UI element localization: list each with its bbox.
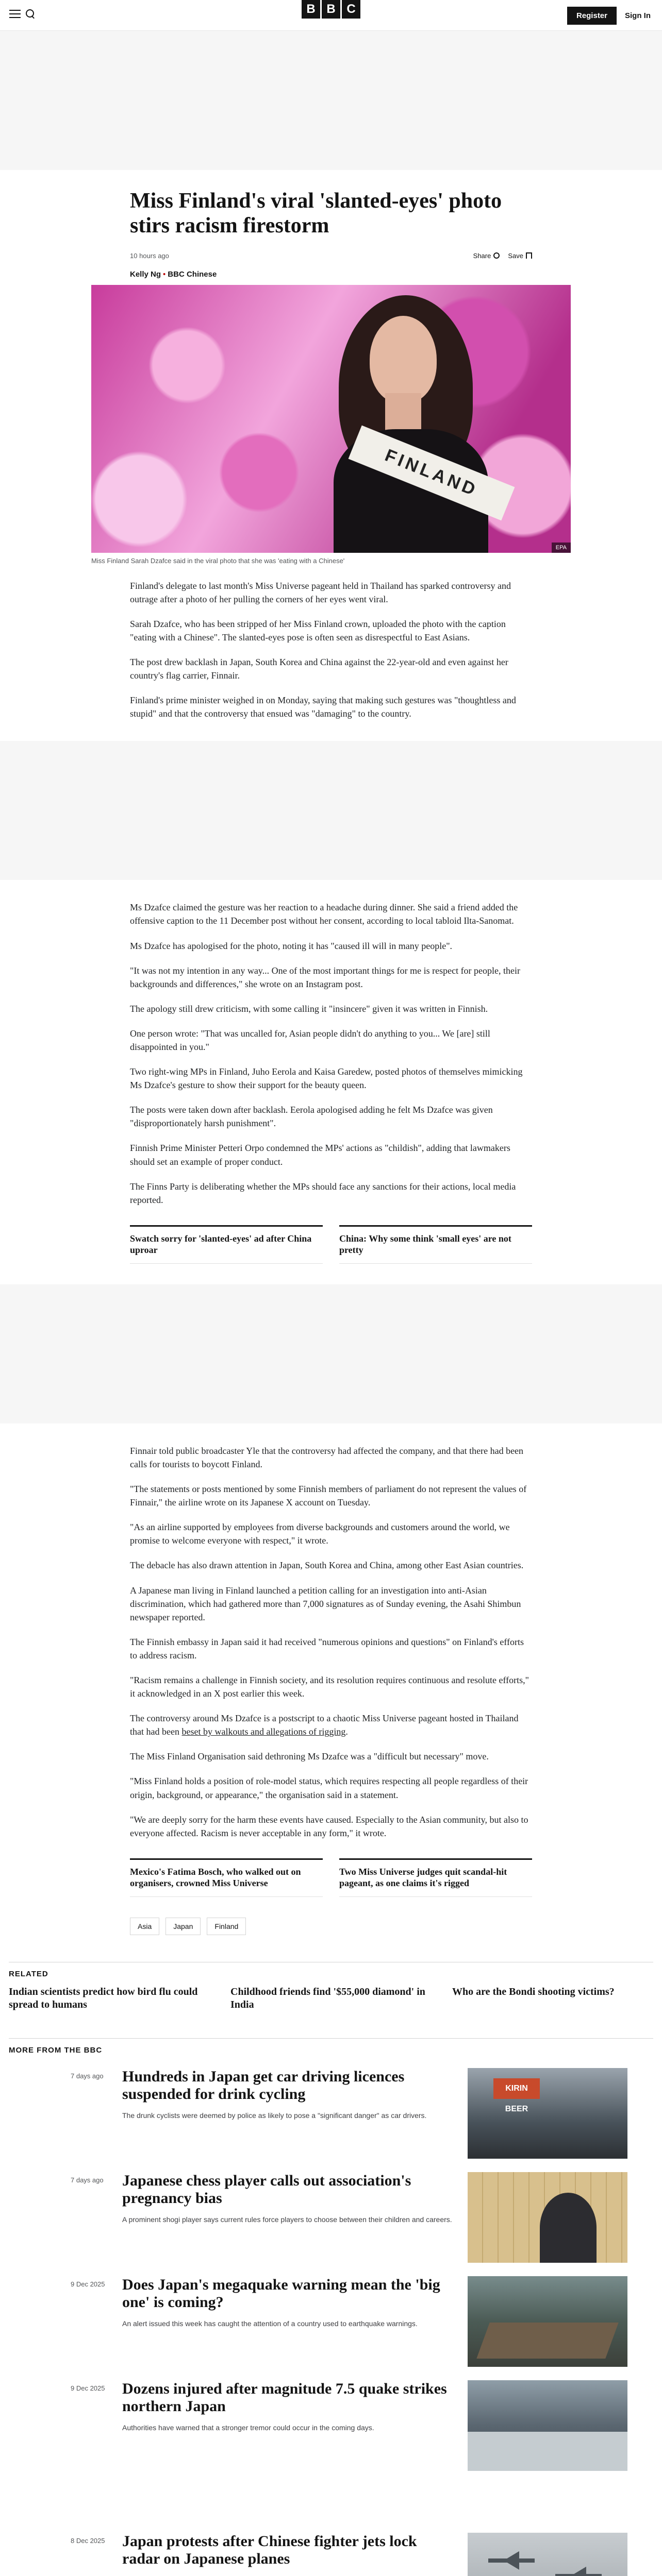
hero-sash: FINLAND bbox=[349, 425, 515, 520]
article-paragraph: Finnish Prime Minister Petteri Orpo condemned the MPs' actions as "childish", adding that lawmakers should set an example of proper conduct. bbox=[130, 1143, 510, 1167]
article-paragraph: Finland's delegate to last month's Miss Universe pageant held in Thailand has sparked controversy and outrage after a photo of her pulling the corners of her eyes went viral. bbox=[130, 580, 511, 604]
article-paragraph: Ms Dzafce has apologised for the photo, noting it has "caused ill will in many people". bbox=[130, 940, 453, 951]
more-item-text bbox=[122, 2380, 468, 2471]
more-item-date: 7 days ago bbox=[71, 2176, 104, 2184]
article-body-b bbox=[130, 901, 532, 1264]
inline-related-link[interactable]: China: Why some think 'small eyes' are not pretty bbox=[339, 1225, 532, 1264]
related-item[interactable]: Childhood friends find '$55,000 diamond' in India bbox=[230, 1986, 425, 2010]
jet-shape bbox=[488, 2558, 535, 2563]
more-item-desc: A prominent shogi player says current rules force players to choose between their children and careers. bbox=[122, 2215, 452, 2224]
article-actions bbox=[473, 252, 532, 260]
article-paragraph: Ms Dzafce claimed the gesture was her reaction to a headache during dinner. She said a friend added the offensive caption to the 11 December post without her consent, according to local tabloid Ilta-Sanomat. bbox=[130, 902, 518, 926]
shop-sign: KIRIN BEER bbox=[493, 2078, 540, 2099]
save-button[interactable] bbox=[508, 252, 532, 260]
article-paragraph: "As an airline supported by employees from diverse backgrounds and customers around the world, we promise to welcome everyone with respect," it wrote. bbox=[130, 1522, 510, 1546]
more-item-image[interactable] bbox=[468, 2068, 627, 2159]
header-left-tools bbox=[9, 9, 35, 19]
search-icon[interactable] bbox=[26, 9, 35, 19]
debris-shape bbox=[476, 2323, 618, 2359]
article-paragraph: The Miss Finland Organisation said dethroning Ms Dzafce was a "difficult but necessary" move. bbox=[130, 1751, 489, 1762]
more-item-text bbox=[122, 2068, 468, 2159]
inline-related-link[interactable]: Mexico's Fatima Bosch, who walked out on organisers, crowned Miss Universe bbox=[130, 1858, 323, 1897]
more-item-title[interactable]: Japanese chess player calls out association's pregnancy bias bbox=[122, 2172, 411, 2207]
article-paragraph: "It was not my intention in any way... One of the most important things for me is respect for people, their backgrounds and differences," she wrote on an Instagram post. bbox=[130, 965, 521, 989]
more-item-image[interactable] bbox=[468, 2172, 627, 2263]
person-shape bbox=[540, 2193, 597, 2263]
article-paragraph: The post drew backlash in Japan, South Korea and China against the 22-year-old and even against her country's flag carrier, Finnair. bbox=[130, 656, 508, 681]
more-item-date: 7 days ago bbox=[71, 2072, 104, 2080]
inline-related-links bbox=[130, 1858, 532, 1897]
article-body-a bbox=[130, 579, 532, 721]
article-paragraph: Two right-wing MPs in Finland, Juho Eerola and Kaisa Garedew, posted photos of themselves mimicking Ms Dzafce's gesture to show their support for the beauty queen. bbox=[130, 1066, 523, 1091]
inline-related-links bbox=[130, 1225, 532, 1264]
article-paragraph: A Japanese man living in Finland launched a petition calling for an investigation into anti-Asian discrimination, which had gathered more than 7,000 signatures as of Sunday evening, the Asahi Shimbun newspaper reported. bbox=[130, 1585, 521, 1622]
article-paragraph: The posts were taken down after backlash. Eerola apologised adding he felt Ms Dzafce was given "disproportionately harsh punishment". bbox=[130, 1105, 493, 1129]
site-header bbox=[0, 0, 662, 31]
more-item-title[interactable]: Japan protests after Chinese fighter jets lock radar on Japanese planes bbox=[122, 2532, 417, 2568]
article-paragraph: "Racism remains a challenge in Finnish society, and its resolution requires continuous and resolute efforts," it acknowledged in an X post earlier this week. bbox=[130, 1674, 529, 1699]
more-item-desc: An alert issued this week has caught the attention of a country used to earthquake warnings. bbox=[122, 2319, 418, 2328]
bookmark-icon bbox=[526, 252, 532, 259]
more-item-date: 8 Dec 2025 bbox=[71, 2536, 105, 2545]
image-credit: EPA bbox=[552, 543, 571, 553]
logo-letter: C bbox=[342, 0, 360, 19]
register-button[interactable]: Register bbox=[567, 7, 617, 25]
more-item[interactable] bbox=[71, 2068, 627, 2159]
jet-shape bbox=[555, 2574, 602, 2576]
header-account bbox=[567, 7, 651, 25]
article-meta bbox=[130, 252, 532, 260]
paragraph-text: The controversy around Ms Dzafce is a postscript to a chaotic Miss Universe pageant hosted in Thailand that had been bbox=[130, 1713, 519, 1737]
paragraph-text: . bbox=[345, 1726, 348, 1737]
article-paragraph: One person wrote: "That was uncalled for, Asian people didn't do anything to you... We [are] still disappointed in you." bbox=[130, 1028, 490, 1052]
more-item-image[interactable] bbox=[468, 2380, 627, 2471]
save-label: Save bbox=[508, 251, 523, 260]
share-button[interactable] bbox=[473, 252, 500, 260]
hero-face-shape bbox=[370, 316, 437, 403]
more-item-image[interactable] bbox=[468, 2276, 627, 2367]
more-from-bbc-section bbox=[9, 2038, 653, 2576]
more-item-desc: The drunk cyclists were deemed by police as likely to pose a "significant danger" as car drivers. bbox=[122, 2111, 427, 2120]
more-item-date: 9 Dec 2025 bbox=[71, 2384, 105, 2392]
topic-tag[interactable]: Japan bbox=[166, 1918, 201, 1935]
more-list bbox=[71, 2068, 627, 2576]
byline-separator-icon: • bbox=[163, 269, 166, 279]
article-paragraph: Finnair told public broadcaster Yle that the controversy had affected the company, and that there had been calls for tourists to boycott Finland. bbox=[130, 1445, 524, 1469]
share-label: Share bbox=[473, 251, 491, 260]
signin-button[interactable]: Sign In bbox=[625, 11, 651, 20]
more-item[interactable] bbox=[71, 2533, 627, 2576]
logo-letter: B bbox=[322, 0, 340, 19]
image-caption: Miss Finland Sarah Dzafce said in the viral photo that she was 'eating with a Chinese' bbox=[91, 556, 345, 565]
article-paragraph-with-link bbox=[130, 1711, 532, 1738]
topic-tag[interactable]: Asia bbox=[130, 1918, 159, 1935]
byline bbox=[130, 270, 532, 279]
walkouts-link[interactable]: beset by walkouts and allegations of rigging bbox=[181, 1726, 346, 1737]
more-item-text bbox=[122, 2172, 468, 2263]
article-paragraph: The apology still drew criticism, with some calling it "insincere" given it was written in Finnish. bbox=[130, 1003, 488, 1014]
article-timestamp: 10 hours ago bbox=[130, 251, 169, 260]
article bbox=[0, 189, 662, 1935]
more-item-date: 9 Dec 2025 bbox=[71, 2280, 105, 2288]
article-paragraph: "We are deeply sorry for the harm these events have caused. Especially to the Asian community, but also to everyone affected. Racism is never acceptable in any form," it wrote. bbox=[130, 1814, 528, 1838]
more-item[interactable] bbox=[71, 2172, 627, 2263]
logo-letter: B bbox=[302, 0, 320, 19]
more-item-title[interactable]: Dozens injured after magnitude 7.5 quake strikes northern Japan bbox=[122, 2380, 447, 2415]
ad-slot-mid-1 bbox=[0, 741, 662, 880]
more-item-title[interactable]: Does Japan's megaquake warning mean the 'big one' is coming? bbox=[122, 2276, 440, 2311]
article-paragraph: "The statements or posts mentioned by some Finnish members of parliament do not represent the values of Finnair," the airline wrote on its Japanese X account on Tuesday. bbox=[130, 1484, 527, 1508]
inline-related-link[interactable]: Swatch sorry for 'slanted-eyes' ad after China uproar bbox=[130, 1225, 323, 1264]
topic-tags bbox=[130, 1918, 532, 1935]
author-name: Kelly Ng bbox=[130, 269, 161, 279]
related-item[interactable]: Who are the Bondi shooting victims? bbox=[452, 1986, 615, 1997]
article-paragraph: The Finns Party is deliberating whether the MPs should face any sanctions for their actions, local media reported. bbox=[130, 1181, 516, 1205]
more-item[interactable] bbox=[71, 2276, 627, 2367]
ad-slot-top bbox=[0, 31, 662, 170]
inline-related-link[interactable]: Two Miss Universe judges quit scandal-hit pageant, as one claims it's rigged bbox=[339, 1858, 532, 1897]
hero-image bbox=[91, 285, 571, 553]
menu-icon[interactable] bbox=[9, 10, 21, 18]
water-shape bbox=[468, 2432, 627, 2471]
bbc-logo[interactable] bbox=[302, 0, 360, 19]
article-paragraph: The debacle has also drawn attention in Japan, South Korea and China, among other East Asian countries. bbox=[130, 1560, 524, 1571]
more-item-text bbox=[122, 2276, 468, 2367]
related-title: RELATED bbox=[9, 1962, 653, 1978]
more-item-title[interactable]: Hundreds in Japan get car driving licences suspended for drink cycling bbox=[122, 2067, 405, 2103]
related-item[interactable]: Indian scientists predict how bird flu could spread to humans bbox=[9, 1986, 198, 2010]
hero-figure bbox=[91, 285, 571, 565]
related-section bbox=[9, 1962, 653, 2011]
more-item-text bbox=[122, 2533, 468, 2576]
article-headline: Miss Finland's viral 'slanted-eyes' photo stirs racism firestorm bbox=[130, 189, 502, 238]
article-body-c bbox=[130, 1444, 532, 1935]
article-paragraph: "Miss Finland holds a position of role-model status, which requires respecting all people regardless of their origin, background, or appearance," the organisation said in a statement. bbox=[130, 1776, 528, 1800]
topic-tag[interactable]: Finland bbox=[207, 1918, 246, 1935]
author-outlet: BBC Chinese bbox=[168, 269, 217, 279]
share-icon bbox=[493, 252, 500, 259]
article-paragraph: The Finnish embassy in Japan said it had received "numerous opinions and questions" on Finland's efforts to address racism. bbox=[130, 1636, 524, 1660]
article-paragraph: Sarah Dzafce, who has been stripped of her Miss Finland crown, uploaded the photo with the caption "eating with a Chinese". The slanted-eyes pose is often seen as disrespectful to East Asians. bbox=[130, 618, 506, 642]
more-title: MORE FROM THE BBC bbox=[9, 2038, 653, 2055]
more-item-desc: Authorities have warned that a stronger tremor could occur in the coming days. bbox=[122, 2423, 374, 2432]
more-item[interactable] bbox=[71, 2380, 627, 2471]
article-paragraph: Finland's prime minister weighed in on Monday, saying that making such gestures was "thoughtless and stupid" and that the controversy that ensued was "damaging" to the country. bbox=[130, 695, 516, 719]
ad-slot-mid-2 bbox=[0, 1284, 662, 1423]
more-item-image[interactable] bbox=[468, 2533, 627, 2576]
related-list bbox=[9, 1986, 653, 2011]
